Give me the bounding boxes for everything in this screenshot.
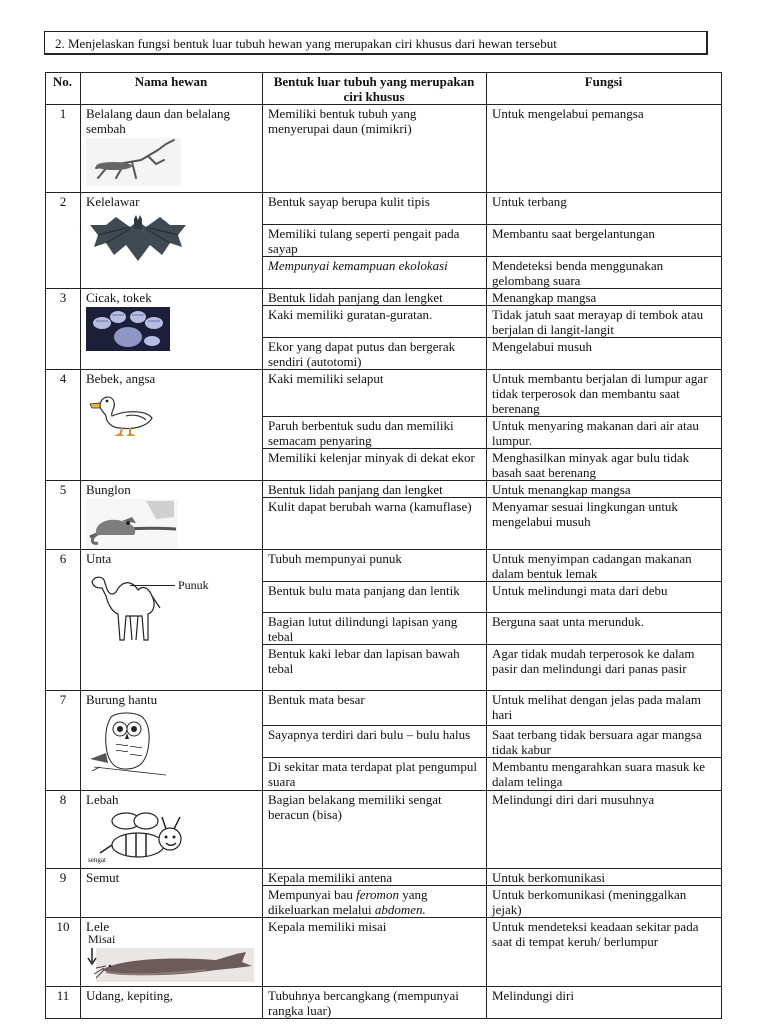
table-row bbox=[46, 105, 722, 193]
function-cell: Agar tidak mudah terperosok ke dalam pasir dan melindungi dari panas pasir bbox=[487, 645, 722, 691]
row-number: 8 bbox=[46, 791, 81, 869]
header-function: Fungsi bbox=[487, 73, 722, 105]
owl-image bbox=[86, 709, 172, 781]
function-cell: Untuk menangkap mangsa bbox=[487, 481, 722, 498]
function-cell: Untuk berkomunikasi bbox=[487, 869, 722, 886]
animal-name: Burung hantu bbox=[86, 692, 158, 707]
animal-cell bbox=[81, 691, 263, 791]
animal-name: Kelelawar bbox=[86, 194, 140, 209]
table-row bbox=[46, 869, 722, 886]
animal-name: Bebek, angsa bbox=[86, 371, 156, 386]
function-cell: Menangkap mangsa bbox=[487, 289, 722, 306]
feature-cell: Bentuk kaki lebar dan lapisan bawah tebal bbox=[263, 645, 487, 691]
function-cell: Berguna saat unta merunduk. bbox=[487, 613, 722, 645]
function-cell: Tidak jatuh saat merayap di tembok atau berjalan di langit-langit bbox=[487, 306, 722, 338]
animal-features-table bbox=[45, 72, 722, 1019]
function-cell: Untuk berkomunikasi (meninggalkan jejak) bbox=[487, 886, 722, 918]
animal-name: Belalang daun dan belalang sembah bbox=[86, 106, 231, 136]
function-cell: Membantu mengarahkan suara masuk ke dalam telinga bbox=[487, 758, 722, 791]
function-cell: Untuk melihat dengan jelas pada malam hari bbox=[487, 691, 722, 726]
function-cell: Untuk menyimpan cadangan makanan dalam bentuk lemak bbox=[487, 550, 722, 582]
row-number: 10 bbox=[46, 918, 81, 987]
function-cell: Saat terbang tidak bersuara agar mangsa tidak kabur bbox=[487, 726, 722, 758]
function-cell: Untuk mengelabui pemangsa bbox=[487, 105, 722, 193]
header-animal-name: Nama hewan bbox=[81, 73, 263, 105]
animal-cell bbox=[81, 987, 263, 1019]
feature-cell: Bentuk sayap berupa kulit tipis bbox=[263, 193, 487, 225]
feature-cell: Bentuk mata besar bbox=[263, 691, 487, 726]
feature-cell: Bentuk lidah panjang dan lengket bbox=[263, 481, 487, 498]
row-number: 1 bbox=[46, 105, 81, 193]
chameleon-image bbox=[86, 499, 178, 549]
animal-cell bbox=[81, 105, 263, 193]
feature-cell: Bentuk lidah panjang dan lengket bbox=[263, 289, 487, 306]
feature-cell bbox=[263, 886, 487, 918]
table-row bbox=[46, 691, 722, 726]
feature-cell: Bagian lutut dilindungi lapisan yang tebal bbox=[263, 613, 487, 645]
catfish-image bbox=[86, 946, 254, 982]
camel-annotation-label: Punuk bbox=[178, 578, 209, 592]
animal-cell bbox=[81, 289, 263, 370]
function-cell: Menyamar sesuai lingkungan untuk mengelabui musuh bbox=[487, 498, 722, 550]
function-cell: Melindungi diri dari musuhnya bbox=[487, 791, 722, 869]
function-cell: Untuk melindungi mata dari debu bbox=[487, 582, 722, 613]
table-row bbox=[46, 550, 722, 582]
function-cell: Untuk membantu berjalan di lumpur agar tidak terperosok dan membantu saat berenang bbox=[487, 370, 722, 417]
row-number: 4 bbox=[46, 370, 81, 481]
feature-cell: Kaki memiliki selaput bbox=[263, 370, 487, 417]
feature-term-feromon: feromon bbox=[356, 887, 399, 902]
feature-cell: Tubuh mempunyai punuk bbox=[263, 550, 487, 582]
catfish-figure bbox=[86, 934, 254, 984]
table-row bbox=[46, 987, 722, 1019]
header-no: No. bbox=[46, 73, 81, 105]
animal-name: Lele bbox=[86, 919, 110, 934]
table-row bbox=[46, 289, 722, 306]
table-row bbox=[46, 193, 722, 225]
bee-annotation-label: sengat bbox=[88, 856, 106, 864]
function-cell: Untuk terbang bbox=[487, 193, 722, 225]
animal-name: Unta bbox=[86, 551, 112, 566]
animal-cell bbox=[81, 193, 263, 289]
animal-cell bbox=[81, 370, 263, 481]
table-row bbox=[46, 791, 722, 869]
animal-name: Lebah bbox=[86, 792, 119, 807]
feature-cell: Paruh berbentuk sudu dan memiliki semacam penyaring bbox=[263, 417, 487, 449]
row-number: 3 bbox=[46, 289, 81, 370]
feature-cell: Bentuk bulu mata panjang dan lentik bbox=[263, 582, 487, 613]
animal-cell bbox=[81, 481, 263, 550]
feature-cell: Tubuhnya bercangkang (mempunyai rangka luar) bbox=[263, 987, 487, 1019]
feature-cell: Kulit dapat berubah warna (kamuflase) bbox=[263, 498, 487, 550]
function-cell: Mengelabui musuh bbox=[487, 338, 722, 370]
feature-text-part: yang dikeluarkan melalui bbox=[268, 887, 428, 917]
table-row bbox=[46, 481, 722, 498]
row-number: 2 bbox=[46, 193, 81, 289]
annotation-pointer bbox=[130, 585, 175, 586]
feature-cell: Kaki memiliki guratan-guratan. bbox=[263, 306, 487, 338]
bee-figure bbox=[86, 807, 196, 865]
animal-name: Udang, kepiting, bbox=[86, 988, 174, 1003]
function-cell: Menghasilkan minyak agar bulu tidak basah saat berenang bbox=[487, 449, 722, 481]
animal-name: Semut bbox=[86, 870, 120, 885]
table-row bbox=[46, 370, 722, 417]
camel-image bbox=[86, 568, 186, 646]
bat-image bbox=[86, 211, 191, 263]
feature-cell: Ekor yang dapat putus dan bergerak sendiri (autotomi) bbox=[263, 338, 487, 370]
praying-mantis-image bbox=[86, 138, 181, 186]
feature-text-part: Mempunyai bau bbox=[268, 887, 357, 902]
animal-cell bbox=[81, 550, 263, 691]
row-number: 7 bbox=[46, 691, 81, 791]
header-feature: Bentuk luar tubuh yang merupakan ciri khusus bbox=[263, 73, 487, 105]
feature-cell: Memiliki bentuk tubuh yang menyerupai daun (mimikri) bbox=[263, 105, 487, 193]
gecko-foot-image bbox=[86, 307, 170, 351]
animal-cell bbox=[81, 918, 263, 987]
feature-cell: Mempunyai kemampuan ekolokasi bbox=[263, 257, 487, 289]
feature-cell: Bagian belakang memiliki sengat beracun (bisa) bbox=[263, 791, 487, 869]
feature-cell: Memiliki tulang seperti pengait pada sayap bbox=[263, 225, 487, 257]
feature-term-abdomen: abdomen. bbox=[374, 902, 426, 917]
function-cell: Mendeteksi benda menggunakan gelombang suara bbox=[487, 257, 722, 289]
feature-cell: Kepala memiliki antena bbox=[263, 869, 487, 886]
animal-name: Cicak, tokek bbox=[86, 290, 152, 305]
row-number: 9 bbox=[46, 869, 81, 918]
animal-cell bbox=[81, 791, 263, 869]
function-cell: Melindungi diri bbox=[487, 987, 722, 1019]
row-number: 11 bbox=[46, 987, 81, 1019]
duck-image bbox=[86, 388, 158, 440]
feature-cell: Memiliki kelenjar minyak di dekat ekor bbox=[263, 449, 487, 481]
function-cell: Untuk mendeteksi keadaan sekitar pada saat di tempat keruh/ berlumpur bbox=[487, 918, 722, 987]
catfish-annotation-label: Misai bbox=[88, 932, 116, 946]
function-cell: Untuk menyaring makanan dari air atau lumpur. bbox=[487, 417, 722, 449]
camel-figure bbox=[86, 566, 246, 646]
function-cell: Membantu saat bergelantungan bbox=[487, 225, 722, 257]
animal-name: Bunglon bbox=[86, 482, 131, 497]
row-number: 5 bbox=[46, 481, 81, 550]
table-header-row bbox=[46, 73, 722, 105]
animal-cell bbox=[81, 869, 263, 918]
row-number: 6 bbox=[46, 550, 81, 691]
feature-cell: Di sekitar mata terdapat plat pengumpul suara bbox=[263, 758, 487, 791]
feature-cell: Kepala memiliki misai bbox=[263, 918, 487, 987]
feature-cell: Sayapnya terdiri dari bulu – bulu halus bbox=[263, 726, 487, 758]
table-row bbox=[46, 918, 722, 987]
section-heading: 2. Menjelaskan fungsi bentuk luar tubuh hewan yang merupakan ciri khusus dari hewan tersebut bbox=[44, 31, 708, 55]
